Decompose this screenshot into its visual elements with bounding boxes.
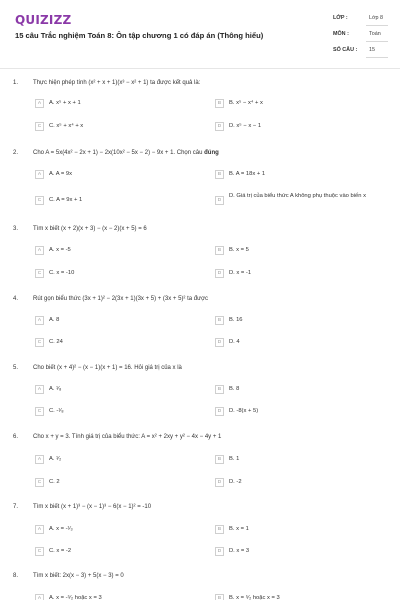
option-text: A. x = -⁵⁄₂ hoặc x = 3: [49, 595, 102, 600]
option-text: C. x = -10: [49, 270, 75, 276]
option-text: D. x = 3: [229, 548, 250, 554]
option-text: A. A = 9x: [49, 171, 73, 177]
question-text: Tìm x biết: 2x(x − 3) + 5(x − 3) = 0: [33, 573, 124, 579]
option-key: B: [215, 99, 224, 108]
meta-divider: [366, 41, 388, 42]
question-text: Tìm x biết (x + 2)(x + 3) − (x − 2)(x + 5) = 6: [33, 226, 147, 232]
option-text: C. -¹⁄₈: [49, 408, 64, 414]
option-text: A. x = -¹⁄₃: [49, 526, 73, 532]
question-number: 3.: [13, 226, 19, 232]
meta-class: [333, 12, 388, 26]
meta-value: Lớp 8: [369, 15, 384, 21]
option-key: D: [215, 478, 224, 487]
option-text: A. ¹⁄₈: [49, 386, 62, 392]
meta-value: 15: [369, 47, 375, 53]
question-text: Tìm x biết (x + 1)³ − (x − 1)³ − 6(x − 1)² = -10: [33, 504, 152, 510]
option-key: A: [35, 525, 44, 534]
option-key: C: [35, 547, 44, 556]
option-key: A: [35, 246, 44, 255]
question-text: Thực hiện phép tính (x² + x + 1)(x³ − x² + 1) ta được kết quả là:: [33, 80, 201, 86]
option-text: D. -8(x + 5): [229, 408, 259, 414]
question-text-main: Cho A = 5x(4x² − 2x + 1) − 2x(10x² − 5x − 2) − 9x + 1. Chọn câu: [33, 150, 205, 156]
quizizz-logo: QUIZIZZ: [15, 13, 72, 27]
option-key: C: [35, 338, 44, 347]
option-key: D: [215, 547, 224, 556]
question-text: Rút gọn biểu thức (3x + 1)² − 2(3x + 1)(3x + 5) + (3x + 5)² ta được: [33, 296, 209, 302]
option-key: D: [215, 196, 224, 205]
option-text: B. A = 18x + 1: [229, 171, 266, 177]
option-text: B. 8: [229, 386, 240, 392]
option-text: B. x = 1: [229, 526, 249, 532]
option-key: B: [215, 316, 224, 325]
option-key: A: [35, 455, 44, 464]
meta-label: MÔN :: [333, 31, 349, 37]
question-text: Cho x + y = 3. Tính giá trị của biểu thức: A = x² + 2xy + y² − 4x − 4y + 1: [33, 434, 222, 440]
option-key: A: [35, 316, 44, 325]
meta-subject: [333, 28, 388, 42]
option-text: A. x⁵ + x + 1: [49, 100, 81, 106]
meta-divider: [366, 57, 388, 58]
option-text: D. x = -1: [229, 270, 252, 276]
question-number: 6.: [13, 434, 19, 440]
question-text: Cho biết (x + 4)² − (x − 1)(x + 1) = 16. Hỏi giá trị của x là: [33, 365, 182, 371]
question-number: 2.: [13, 150, 19, 156]
meta-label: LỚP :: [333, 15, 348, 21]
meta-value: Toán: [369, 31, 381, 37]
option-text: B. x = 5: [229, 247, 249, 253]
option-text: D. Giá trị của biểu thức A không phụ thuộc vào biến x: [229, 193, 366, 199]
option-text: B. x⁵ − x⁴ + x: [229, 100, 263, 106]
option-key: C: [35, 196, 44, 205]
option-key: A: [35, 385, 44, 394]
option-text: C. x = -2: [49, 548, 72, 554]
option-text: A. ¹⁄₂: [49, 456, 62, 462]
question-number: 8.: [13, 573, 19, 579]
option-text: B. 16: [229, 317, 243, 323]
option-text: D. x⁵ − x − 1: [229, 123, 262, 129]
option-key: B: [215, 385, 224, 394]
option-key: D: [215, 269, 224, 278]
option-key: C: [35, 407, 44, 416]
option-key: D: [215, 407, 224, 416]
option-key: B: [215, 170, 224, 179]
question-number: 1.: [13, 80, 19, 86]
option-text: A. x = -5: [49, 247, 71, 253]
question-emphasis: đúng: [204, 150, 219, 156]
option-key: D: [215, 338, 224, 347]
meta-divider: [366, 25, 388, 26]
header-divider: [0, 68, 400, 69]
option-key: C: [35, 478, 44, 487]
question-number: 4.: [13, 296, 19, 302]
question-number: 7.: [13, 504, 19, 510]
option-key: B: [215, 525, 224, 534]
document-header: [0, 0, 400, 68]
option-text: C. 24: [49, 339, 63, 345]
option-text: B. 1: [229, 456, 240, 462]
option-text: C. x⁵ + x⁴ + x: [49, 123, 84, 129]
option-text: B. x = ⁵⁄₂ hoặc x = 3: [229, 595, 280, 600]
option-key: A: [35, 170, 44, 179]
option-key: B: [215, 594, 224, 600]
meta-count: [333, 44, 388, 58]
option-key: D: [215, 122, 224, 131]
option-key: C: [35, 269, 44, 278]
option-key: A: [35, 99, 44, 108]
option-key: B: [215, 246, 224, 255]
meta-label: SỐ CÂU :: [333, 47, 358, 53]
option-key: C: [35, 122, 44, 131]
question-text: [33, 150, 383, 156]
option-text: D. -2: [229, 479, 242, 485]
page-title: 15 câu Trắc nghiệm Toán 8: Ôn tập chương 1 có đáp án (Thông hiểu): [15, 31, 264, 40]
option-key: A: [35, 594, 44, 600]
option-text: C. 2: [49, 479, 60, 485]
option-key: B: [215, 455, 224, 464]
option-text: C. A = 9x + 1: [49, 197, 83, 203]
option-text: A. 8: [49, 317, 60, 323]
option-text: D. 4: [229, 339, 240, 345]
question-number: 5.: [13, 365, 19, 371]
